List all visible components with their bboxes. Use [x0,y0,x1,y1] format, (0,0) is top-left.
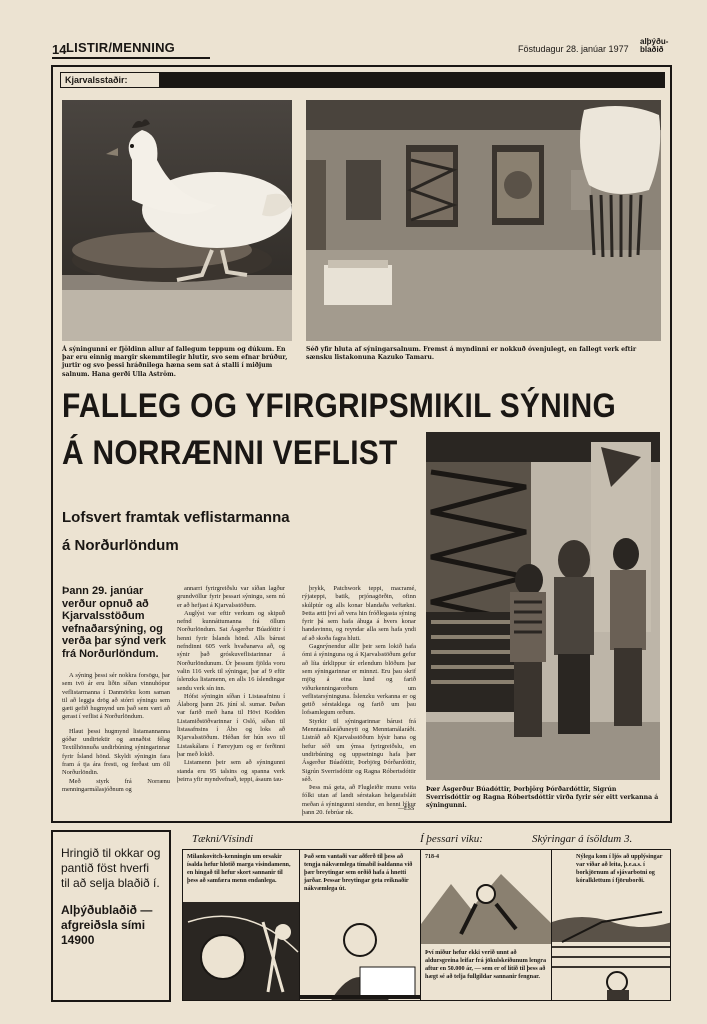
kjarval-label: Kjarvalsstaðir: [60,72,160,88]
comic-panel-4 [552,850,671,1001]
article-paragraph: Hófst sýningin síðan í Listasafninu í Álaborg þann 26. júní sl. sumar. Þaðan var farið með hana til Hövi Kodden Listamiðstöðvarinnar í Osló, síðan til listasafnsins í Åbo og loks að Kjarvalsstöðum. Héðan fer hún svo til Listaskálans í Færeyjum og er ferðinni þar með lokið. [177,692,285,758]
article-paragraph: Hlaut þessi hugmynd listamannanna góðar undirtektir og annaðist félag Textílhönnuða undirbúning sýningarinnar fyrir Ísland hönd. Skyldi sýningin fara fram á tja ára fresti, og ferðast um öll Norðurlöndin. [62,727,170,777]
comic-panel-2 [300,850,421,1001]
author-signature: —ESS [398,806,415,812]
subscription-ad [51,830,171,1002]
hall-photo [306,100,661,341]
headline-line1: FALLEG OG YFIRGRIPSMIKIL SÝNING [62,387,617,425]
panel-label: 718-4 [425,854,439,860]
article-paragraph: annarri fyrirgreiðslu var síðan lagður grundvöllur fyrir þessari sýningu, sem nú er að hefjast á Kjarvalsstöðum. [177,585,285,609]
section-title: LISTIR/MENNING [66,40,175,55]
comic-panel-1 [183,850,300,1001]
planet-drawing [183,902,300,1001]
article-paragraph: þrykk, Patchwork teppi, macramé, rýjateppi, batik, prjónagörðin, ofinn skúlptúr og alls konar blandaða veftækni. Þetta ætti því að vera hin fróðlegasta sýning fyrir þá sem hafa áhuga á hvers konar handavinnu, og reyndar alla sem hafa yndi af að skoða fagra hluti. [302,585,416,642]
visitors-photo [426,432,660,780]
panel-text: Milankovitch-kenningin um orsakir ísalda hefur hlotið marga vísindamenn, en hingað til hefur skort sannanir til þess að samfæra menn endanlega. [187,853,291,884]
panel-text: Því miður hefur ekki verið unnt að aldursgreina leifar frá jökulskeiðunum lengra aftur en 50.000 ár, — sem er of lítið til þess að hægt sé að telja fullgildar sannanir fengnar. [425,949,547,980]
article-paragraph: Styrkir til sýningarinnar bárust frá Menntamálaráðuneyti og Menntamálaráði. Listráð að Kjarvalsstöðum hýsir hana og hefur séð um ýmsa fyrirgreiðslu, en undirbúning og uppsetningu hafa þær Ásgerður Búadóttir, Þorbjörg Þórðardóttir, Sigrún Sverrisdóttir og Ragna Róbertsdóttir séð. [302,717,416,783]
dateline: Föstudagur 28. janúar 1977 [518,44,629,54]
comic-strip [182,849,671,1001]
subhead-line2: á Norðurlöndum [62,537,179,554]
hen-photo [62,100,292,341]
panel-text: Nýlega kom í ljós að upplýsingar var víðar að leita, þ.e.a.s. í borkjörnum af sjávarbotni og kóralklettum í fjöruborði. [576,853,663,884]
article-column-2 [177,585,285,784]
subhead-line1: Lofsvert framtak veflistarmanna [62,509,290,526]
article-column-1 [62,585,170,794]
comic-panel-3 [421,850,552,1001]
page-number: 14 [52,42,67,57]
hen-caption: Á sýningunni er fjöldinn allur af fallegum teppum og dúkum. En þar eru einnig margir skemmtilegir hlutir, svo sem efnar brúður, jurtir og svo þessi hráðnilega hæna sem sat á stalli í miðjum salnum. Hana gerði Ulla Aström. [62,346,288,378]
article-column-3 [302,585,416,817]
scientist-drawing [300,912,421,1001]
article-lead: Þann 29. janúar verður opnuð að Kjarvalsstöðum vefnaðarsýning, og verða þar sýnd verk frá Norðurlöndum. [62,585,166,660]
strip-mid-title: Í þessari viku: [420,833,483,845]
sea-drawing [552,902,671,1001]
headline-line2: Á NORRÆNNI VEFLIST [62,434,398,472]
article-paragraph: Auglýst var eftir verkum og skipuð nefnd kunnáttumanna frá öllum Norðurlöndum. Sat Ásgerður Búadóttir í henni fyrir Íslands hönd. Alls bárust nefndinni 605 verk hvaðanæva að, og sýnir það gróskuveflistarinnar á Norðurlöndunum. Úr þessum fjölda voru valin 116 verk til sýningar, þar af 9 eftir íslenzka listamenn, en alls 16 íslendingar sendu verk sín inn. [177,609,285,692]
article-paragraph: Þess má geta, að Flugleiðir munu veita fólki utan af landi sérstakan helgarafslátt meðan á sýningunni stendur, en henni lýkur þann 20. febrúar nk. [302,784,416,817]
hall-caption: Séð yfir hluta af sýningarsalnum. Fremst á myndinni er nokkuð óvenjulegt, en fallegt verk eftir sænsku listakonuna Kazuko Tamaru. [306,346,637,362]
article-paragraph: A sýning þessi sér nokkra forsögu, þar sem tvö ár eru liðin síðan vinnuhópur veflistarmanna í Danmörku kom saman til að leggja drög að stórri sýningu sem gæti gefið hugmynd um það sem væri að gerast í veflist á Norðurlöndum. [62,672,170,721]
article-paragraph: Listamenn þeir sem að sýningunni standa eru 95 talsins og spanna verk þeirra yfir myndvefnað, teppi, ásaum tau- [177,759,285,783]
article-paragraph: Gagnrýnendur allir þeir sem lokið hafa ómi á sýninguna og á Kjarvalsstöðum gefur að líta úrklippur úr erlendum blöðum þar sem sýningarinnar er minnzt. Eru þau skrif mjög á eina lund og farið viðurkenningarorðum um veflistarsýninguna. Íslenzku verkanna er og getið sérstaklega og farið um þau lofsamlegum orðum. [302,643,416,717]
ad-contact: Alþýðublaðið — afgreiðsla sími 14900 [61,903,153,947]
section-rule [52,57,210,59]
drill-drawing [421,864,552,944]
newspaper-logo: alþýðu-blaðið [640,37,669,54]
strip-left-title: Tækni/Vísindi [192,833,254,845]
strip-right-title: Skýringar á ísöldum 3. [532,833,633,845]
ad-call-text: Hringið til okkar og pantið föst hverfi til að selja blaðið í. [61,846,161,890]
article-paragraph: Með styrk frá Norrænu menningarmálasjóðnum og [62,777,170,793]
visitors-caption: Þær Ásgerður Búadóttir, Þorbjörg Þórðardóttir, Sigrún Sverrisdóttir og Ragna Róbertsdóttir virða fyrir sér eitt verkanna á sýningunni. [426,786,659,810]
panel-text: Það sem vantaði var aðferð til þess að tengja nákvæmlega tímabil ísaldanna við þær breytingar sem orðið hafa á hnetti jarðar. Þessar breytingar geta reiknaðir nákvæmlega út. [304,853,413,892]
